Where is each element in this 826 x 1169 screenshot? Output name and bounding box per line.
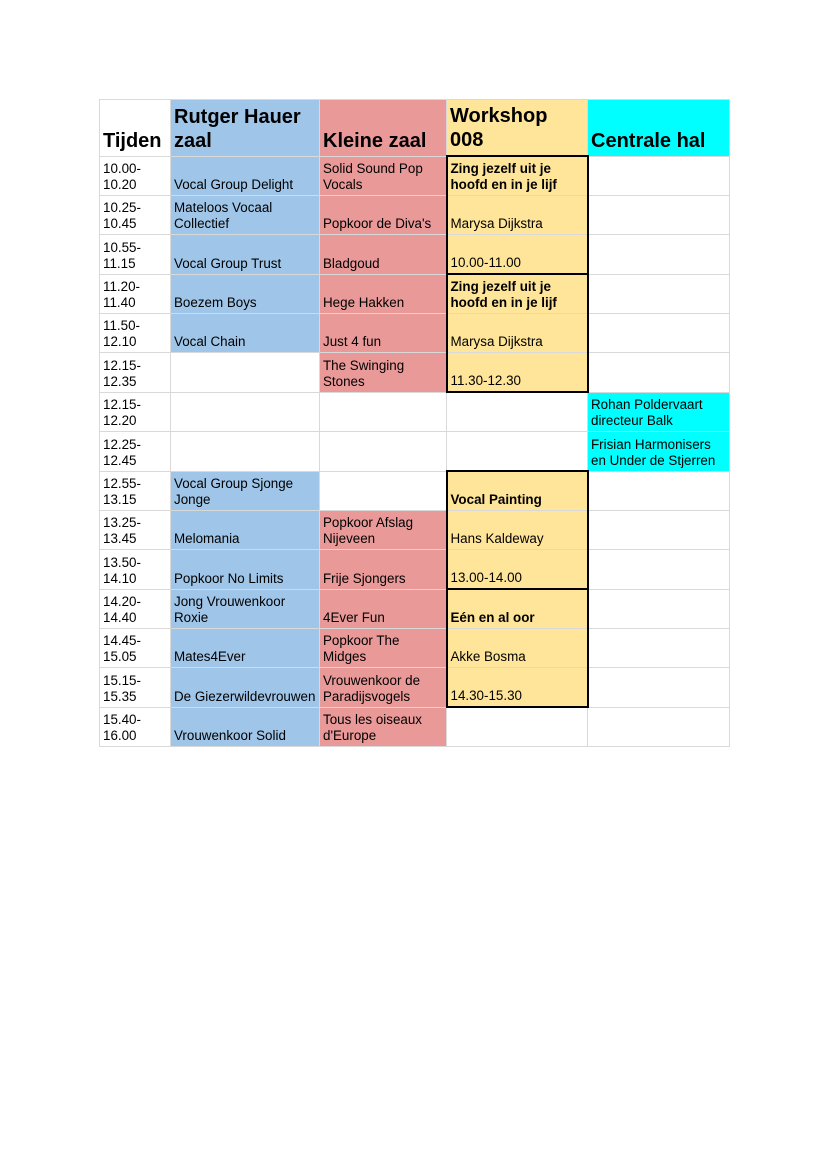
cell-kleine-zaal: Popkoor The Midges (320, 629, 447, 668)
cell-centrale-hal (588, 589, 730, 629)
cell-rutger-hauer-zaal: De Giezerwildevrouwen (171, 668, 320, 708)
cell-kleine-zaal: Just 4 fun (320, 314, 447, 353)
time-cell: 12.15-12.20 (100, 392, 171, 432)
table-row (100, 471, 730, 511)
cell-centrale-hal (588, 196, 730, 235)
cell-workshop-008: Marysa Dijkstra (447, 196, 588, 235)
cell-centrale-hal (588, 353, 730, 393)
cell-workshop-008: 14.30-15.30 (447, 668, 588, 708)
cell-workshop-008: Zing jezelf uit je hoofd en in je lijf (447, 156, 588, 196)
table-row (100, 196, 730, 235)
cell-kleine-zaal (320, 392, 447, 432)
cell-workshop-008 (447, 707, 588, 747)
table-row (100, 668, 730, 708)
time-cell: 13.25-13.45 (100, 511, 171, 550)
time-cell: 13.50-14.10 (100, 550, 171, 590)
cell-workshop-008: Marysa Dijkstra (447, 314, 588, 353)
cell-rutger-hauer-zaal: Boezem Boys (171, 274, 320, 314)
cell-rutger-hauer-zaal: Jong Vrouwenkoor Roxie (171, 589, 320, 629)
table-row (100, 156, 730, 196)
header-workshop-008: Workshop 008 (447, 100, 588, 157)
table-row (100, 707, 730, 747)
cell-workshop-008 (447, 432, 588, 472)
header-time: Tijden (100, 100, 171, 157)
cell-rutger-hauer-zaal: Mateloos Vocaal Collectief (171, 196, 320, 235)
cell-centrale-hal: Frisian Harmonisers en Under de Stjerren (588, 432, 730, 472)
cell-centrale-hal (588, 511, 730, 550)
header-centrale-hal: Centrale hal (588, 100, 730, 157)
cell-centrale-hal (588, 314, 730, 353)
time-cell: 12.15-12.35 (100, 353, 171, 393)
cell-kleine-zaal: Hege Hakken (320, 274, 447, 314)
time-cell: 15.40-16.00 (100, 707, 171, 747)
time-cell: 14.45-15.05 (100, 629, 171, 668)
table-row (100, 392, 730, 432)
cell-centrale-hal (588, 550, 730, 590)
cell-kleine-zaal: Popkoor de Diva's (320, 196, 447, 235)
cell-rutger-hauer-zaal: Vocal Group Delight (171, 156, 320, 196)
cell-workshop-008: Eén en al oor (447, 589, 588, 629)
cell-rutger-hauer-zaal: Vrouwenkoor Solid (171, 707, 320, 747)
time-cell: 15.15-15.35 (100, 668, 171, 708)
cell-rutger-hauer-zaal: Vocal Group Sjonge Jonge (171, 471, 320, 511)
cell-rutger-hauer-zaal (171, 432, 320, 472)
time-cell: 12.55-13.15 (100, 471, 171, 511)
cell-workshop-008 (447, 392, 588, 432)
time-cell: 11.20-11.40 (100, 274, 171, 314)
cell-rutger-hauer-zaal: Melomania (171, 511, 320, 550)
time-cell: 10.00-10.20 (100, 156, 171, 196)
cell-rutger-hauer-zaal: Mates4Ever (171, 629, 320, 668)
cell-centrale-hal (588, 156, 730, 196)
cell-centrale-hal (588, 471, 730, 511)
cell-rutger-hauer-zaal (171, 353, 320, 393)
table-row (100, 274, 730, 314)
schedule-table (99, 99, 730, 747)
cell-workshop-008: Vocal Painting (447, 471, 588, 511)
cell-rutger-hauer-zaal (171, 392, 320, 432)
cell-centrale-hal (588, 235, 730, 275)
header-row (100, 100, 730, 157)
table-row (100, 314, 730, 353)
cell-kleine-zaal: Popkoor Afslag Nijeveen (320, 511, 447, 550)
time-cell: 10.25-10.45 (100, 196, 171, 235)
table-row (100, 511, 730, 550)
time-cell: 14.20-14.40 (100, 589, 171, 629)
cell-workshop-008: Hans Kaldeway (447, 511, 588, 550)
table-row (100, 589, 730, 629)
cell-workshop-008: 13.00-14.00 (447, 550, 588, 590)
cell-kleine-zaal (320, 471, 447, 511)
cell-kleine-zaal: Bladgoud (320, 235, 447, 275)
cell-rutger-hauer-zaal: Popkoor No Limits (171, 550, 320, 590)
cell-centrale-hal (588, 274, 730, 314)
cell-kleine-zaal: Tous les oiseaux d'Europe (320, 707, 447, 747)
cell-centrale-hal (588, 629, 730, 668)
cell-workshop-008: 11.30-12.30 (447, 353, 588, 393)
cell-rutger-hauer-zaal: Vocal Group Trust (171, 235, 320, 275)
cell-centrale-hal (588, 707, 730, 747)
cell-workshop-008: Zing jezelf uit je hoofd en in je lijf (447, 274, 588, 314)
cell-kleine-zaal: Vrouwenkoor de Paradijsvogels (320, 668, 447, 708)
cell-rutger-hauer-zaal: Vocal Chain (171, 314, 320, 353)
time-cell: 11.50-12.10 (100, 314, 171, 353)
cell-centrale-hal (588, 668, 730, 708)
header-kleine-zaal: Kleine zaal (320, 100, 447, 157)
header-rutger-hauer-zaal: Rutger Hauer zaal (171, 100, 320, 157)
table-row (100, 432, 730, 472)
table-row (100, 629, 730, 668)
time-cell: 10.55-11.15 (100, 235, 171, 275)
cell-workshop-008: Akke Bosma (447, 629, 588, 668)
table-row (100, 235, 730, 275)
cell-kleine-zaal (320, 432, 447, 472)
cell-kleine-zaal: Solid Sound Pop Vocals (320, 156, 447, 196)
table-row (100, 550, 730, 590)
cell-kleine-zaal: Frije Sjongers (320, 550, 447, 590)
cell-kleine-zaal: The Swinging Stones (320, 353, 447, 393)
time-cell: 12.25-12.45 (100, 432, 171, 472)
cell-kleine-zaal: 4Ever Fun (320, 589, 447, 629)
cell-workshop-008: 10.00-11.00 (447, 235, 588, 275)
table-row (100, 353, 730, 393)
cell-centrale-hal: Rohan Poldervaart directeur Balk (588, 392, 730, 432)
